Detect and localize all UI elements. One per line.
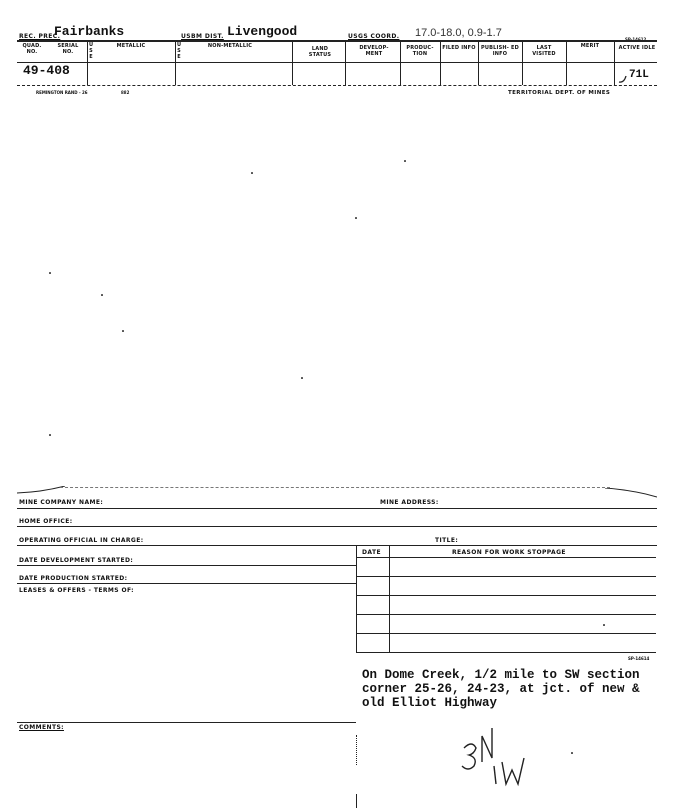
usbm-dist-label: USBM DIST. [181,33,224,40]
col-production: PRODUC- TION [406,45,434,57]
quad-serial-value: 49-408 [23,63,70,78]
col-active-idle: ACTIVE IDLE [618,45,656,51]
col-published-info: PUBLISH- ED INFO [481,45,519,57]
active-idle-value: 71L [629,69,649,81]
col-metallic: METALLIC [116,43,146,49]
col-land-status: LAND STATUS [308,46,332,58]
curl-line-right [605,488,657,498]
printer-label: REMINGTON RAND - 26 [36,90,88,95]
department-label: TERRITORIAL DEPT. OF MINES [508,90,611,96]
rec-prec-label: REC. PREC. [19,33,61,40]
stoppage-date-header: DATE [362,549,381,556]
mine-company-name-label: MINE COMPANY NAME: [19,499,104,506]
col-use-metallic: U S E [89,42,94,60]
stoppage-reason-header: REASON FOR WORK STOPPAGE [452,549,566,556]
col-use-nonmetallic: U S E [177,42,182,60]
location-note: On Dome Creek, 1/2 mile to SW section corner 25-26, 24-23, at jct. of new & old Elliot Highway [362,668,640,710]
usgs-coord-value: 17.0-18.0, 0.9-1.7 [415,27,502,39]
col-filed-info: FILED INFO [442,45,476,51]
col-last-visited: LAST VISITED [532,45,556,57]
home-office-label: HOME OFFICE: [19,518,73,525]
form-number: SP-14612 [625,37,647,42]
usbm-dist-value: Livengood [227,24,298,39]
col-merit: MERIT [580,43,600,49]
col-serial-no: SERIAL NO. [57,43,79,55]
col-non-metallic: NON-METALLIC [207,43,253,49]
form-number-2: SP-14614 [628,656,650,661]
title-label: TITLE: [435,537,459,544]
printer-code: 882 [121,90,130,95]
checkmark-icon [618,74,628,84]
col-development: DEVELOP- MENT [359,45,389,57]
leases-label: LEASES & OFFERS - TERMS OF: [19,587,134,594]
handwritten-note [458,722,538,788]
operating-official-label: OPERATING OFFICIAL IN CHARGE: [19,537,144,544]
comments-label: COMMENTS: [19,724,64,731]
date-production-label: DATE PRODUCTION STARTED: [19,575,128,582]
usgs-coord-label: USGS COORD. [348,33,400,40]
col-quad-no: QUAD. NO. [22,43,42,55]
rec-prec-value: Fairbanks [54,24,125,39]
date-development-label: DATE DEVELOPMENT STARTED: [19,557,134,564]
mine-address-label: MINE ADDRESS: [380,499,439,506]
